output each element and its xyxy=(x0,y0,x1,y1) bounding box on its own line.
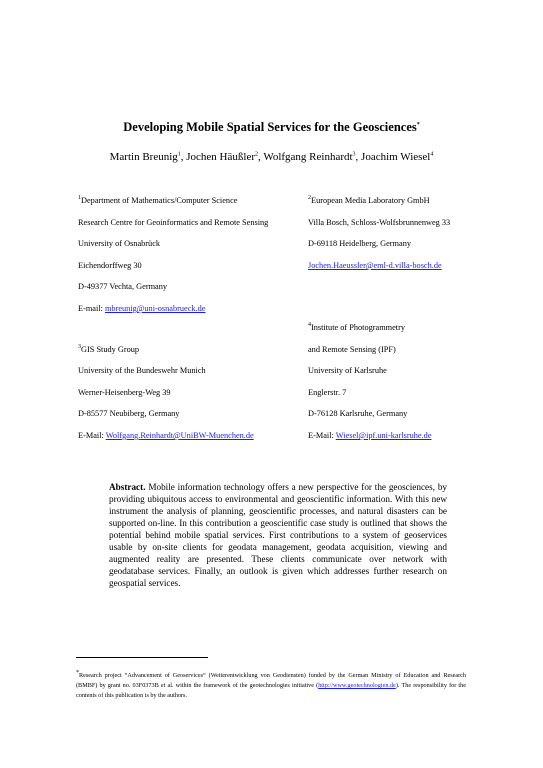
affiliation-3-email xyxy=(78,431,254,440)
affiliation-4-city: D-76128 Karlsruhe, Germany xyxy=(308,409,408,418)
affiliation-4-email xyxy=(308,431,432,440)
author-mark: 1 xyxy=(177,151,181,158)
affiliation-2-email xyxy=(308,261,442,270)
footnote-text-after: ). The responsibility for the contents of this publication is by the authors. xyxy=(76,682,466,699)
author-mark: 3 xyxy=(352,151,356,158)
affiliation-4-inst xyxy=(308,323,405,332)
affiliation-3-street: Werner-Heisenberg-Weg 39 xyxy=(78,388,171,397)
affiliation-text: European Media Laboratory GmbH xyxy=(311,196,430,205)
email-label: E-Mail: xyxy=(78,431,106,440)
footnote-link[interactable]: http://www.geotechnologien.de xyxy=(318,682,396,689)
title-footnote-mark: * xyxy=(416,121,420,128)
affiliation-1-city: D-49377 Vechta, Germany xyxy=(78,282,168,291)
footnote-divider xyxy=(76,657,208,658)
footnote xyxy=(76,671,466,701)
affiliation-mark: 2 xyxy=(308,195,311,202)
footnote-mark: * xyxy=(76,669,79,676)
affiliation-2-city: D-69118 Heidelberg, Germany xyxy=(308,239,411,248)
email-label: E-Mail: xyxy=(308,431,336,440)
affiliation-1-centre: Research Centre for Geoinformatics and Remote Sensing xyxy=(78,218,269,227)
author-list: Martin Breunig$^1$, Jochen Häußler$^2$, Wolfgang Reinhardt$^3$, Joachim Wiesel$^4$ xyxy=(109,151,434,163)
affiliation-4-univ: University of Karlsruhe xyxy=(308,366,387,375)
abstract-text: Mobile information technology offers a new perspective for the geosciences, by providing ubiquitous access to environmental and geoscientific information. With this new instrument the analysis of planning, geoscientific processes, and natural disasters can be supported on-line. In this contribution a geoscientific case study is outlined that shows the potential behind mobile spatial services. First contributions to a system of geoservices usable by on-site clients for geodata management, geodata acquisition, viewing and augmented reality are presented. These clients communicate over network with geodatabase services. Finally, an outlook is given which addresses further research on geospatial services. xyxy=(109,482,448,588)
title-text: Developing Mobile Spatial Services for the Geosciences xyxy=(123,120,417,134)
abstract-label: Abstract. xyxy=(109,482,146,492)
author-name: Martin Breunig xyxy=(109,151,178,163)
affiliation-4-inst2: and Remote Sensing (IPF) xyxy=(308,345,396,354)
affiliation-mark: 1 xyxy=(78,195,81,202)
affiliation-text: Institute of Photogrammetry xyxy=(311,323,406,332)
affiliation-text: GIS Study Group xyxy=(81,345,140,354)
affiliation-text: Department of Mathematics/Computer Science xyxy=(81,196,238,205)
affiliation-3-city: D-85577 Neubiberg, Germany xyxy=(78,409,180,418)
author-name: Joachim Wiesel xyxy=(361,151,431,163)
affiliation-3-group xyxy=(78,345,139,354)
affiliation-1-dept xyxy=(78,196,237,205)
paper-title xyxy=(0,120,543,135)
email-link[interactable]: Wolfgang.Reinhardt@UniBW-Muenchen.de xyxy=(105,431,254,440)
author-name: Jochen Häußler xyxy=(186,151,255,163)
affiliation-mark: 4 xyxy=(308,322,311,329)
affiliation-4-street: Englerstr. 7 xyxy=(308,388,347,397)
author-name: Wolfgang Reinhardt xyxy=(263,151,353,163)
affiliation-2-org xyxy=(308,196,430,205)
affiliation-2-street: Villa Bosch, Schloss-Wolfsbrunnenweg 33 xyxy=(308,218,451,227)
affiliation-1-street: Eichendorffweg 30 xyxy=(78,261,142,270)
affiliation-1-univ: University of Osnabrück xyxy=(78,239,161,248)
author-mark: 2 xyxy=(255,151,258,158)
affiliation-mark: 3 xyxy=(78,344,81,351)
email-link[interactable]: mbreunig@uni-osnabrueck.de xyxy=(104,304,206,313)
abstract xyxy=(109,481,447,589)
author-mark: 4 xyxy=(430,151,434,158)
affiliation-3-univ: University of the Bundeswehr Munich xyxy=(78,366,206,375)
email-link[interactable]: Jochen.Haeussler@eml-d.villa-bosch.de xyxy=(308,261,442,270)
email-link[interactable]: Wiesel@ipf.uni-karlsruhe.de xyxy=(335,431,432,440)
footnote-text: Research project “Advancement of Geoservices“ (Weiterentwicklung von Geodiensten) funded by the German Ministry of Education and Research (BMBF) by grant no. 03F0373B et al. within the framework of the geotechnologies initiative ( xyxy=(76,672,466,689)
email-label: E-mail: xyxy=(78,304,105,313)
affiliation-1-email xyxy=(78,304,205,313)
